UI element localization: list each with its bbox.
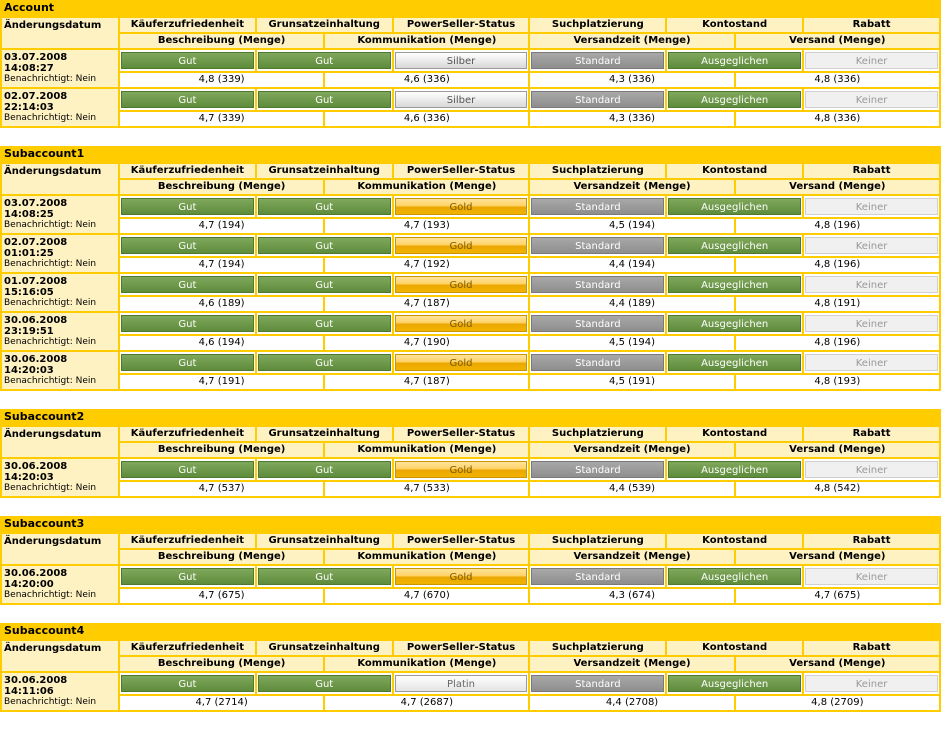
rating-value: 4,7 (193)	[325, 219, 528, 233]
badge-cell	[394, 459, 529, 480]
status-badge: Keiner	[805, 461, 938, 478]
change-date: 03.07.2008 14:08:25	[4, 198, 68, 220]
column-header: Versandzeit (Menge)	[530, 443, 733, 457]
status-badge: Gut	[121, 276, 254, 293]
column-header: Beschreibung (Menge)	[120, 34, 323, 48]
rating-value: 4,7 (194)	[120, 219, 323, 233]
badge-cell	[394, 313, 529, 334]
badge-cell	[530, 459, 665, 480]
status-badge: Keiner	[805, 52, 938, 69]
rating-value: 4,5 (194)	[530, 336, 733, 350]
badge-cell	[530, 313, 665, 334]
badge-cell	[804, 235, 939, 256]
badge-cell	[530, 196, 665, 217]
rating-value: 4,6 (189)	[120, 297, 323, 311]
account-section	[0, 0, 941, 128]
account-section	[0, 623, 941, 712]
rating-value: 4,7 (194)	[120, 258, 323, 272]
change-date: 30.06.2008 14:20:03	[4, 461, 68, 483]
aenderungsdatum-header: Änderungsdatum	[2, 641, 118, 671]
change-date: 02.07.2008 22:14:03	[4, 91, 68, 113]
column-header: Rabatt	[804, 641, 939, 655]
badge-cell	[120, 459, 255, 480]
date-cell	[2, 196, 118, 233]
section-title: Subaccount3	[0, 516, 941, 532]
column-header: Beschreibung (Menge)	[120, 443, 323, 457]
status-badge: Gold	[395, 461, 528, 478]
column-header: Versandzeit (Menge)	[530, 657, 733, 671]
status-badge: Gut	[258, 52, 391, 69]
notified-status: Benachrichtigt: Nein	[4, 590, 97, 600]
column-header: Kontostand	[667, 641, 802, 655]
badge-cell	[257, 566, 392, 587]
badge-cell	[394, 352, 529, 373]
status-badge: Keiner	[805, 91, 938, 108]
status-badge: Ausgeglichen	[668, 198, 801, 215]
section-title: Subaccount1	[0, 146, 941, 162]
rating-value: 4,7 (187)	[325, 375, 528, 389]
badge-cell	[120, 566, 255, 587]
column-header: Käuferzufriedenheit	[120, 641, 255, 655]
column-header: PowerSeller-Status	[394, 427, 529, 441]
badge-cell	[667, 673, 802, 694]
status-badge: Ausgeglichen	[668, 276, 801, 293]
column-header: Versand (Menge)	[736, 657, 939, 671]
column-header: Kommunikation (Menge)	[325, 443, 528, 457]
rating-value: 4,7 (191)	[120, 375, 323, 389]
rating-value: 4,7 (2714)	[120, 696, 323, 710]
badge-cell	[804, 459, 939, 480]
column-header: Rabatt	[804, 534, 939, 548]
column-header: Versand (Menge)	[736, 550, 939, 564]
column-header: Grunsatzeinhaltung	[257, 427, 392, 441]
column-header: Käuferzufriedenheit	[120, 18, 255, 32]
column-header: Kontostand	[667, 534, 802, 548]
badge-cell	[257, 89, 392, 110]
status-badge: Gut	[258, 568, 391, 585]
column-header: Suchplatzierung	[530, 534, 665, 548]
aenderungsdatum-header: Änderungsdatum	[2, 534, 118, 564]
rating-table	[0, 162, 941, 391]
change-date: 02.07.2008 01:01:25	[4, 237, 68, 259]
column-header: Suchplatzierung	[530, 427, 665, 441]
rating-value: 4,8 (336)	[736, 112, 939, 126]
notified-status: Benachrichtigt: Nein	[4, 298, 97, 308]
badge-cell	[667, 274, 802, 295]
rating-value: 4,7 (187)	[325, 297, 528, 311]
status-badge: Standard	[531, 461, 664, 478]
column-header: Beschreibung (Menge)	[120, 550, 323, 564]
section-title: Subaccount4	[0, 623, 941, 639]
notified-status: Benachrichtigt: Nein	[4, 113, 97, 123]
badge-cell	[257, 274, 392, 295]
status-badge: Gold	[395, 568, 528, 585]
badge-cell	[257, 352, 392, 373]
rating-value: 4,8 (336)	[736, 73, 939, 87]
badge-cell	[257, 235, 392, 256]
rating-value: 4,3 (674)	[530, 589, 733, 603]
rating-value: 4,3 (336)	[530, 112, 733, 126]
status-badge: Silber	[395, 52, 528, 69]
rating-table	[0, 532, 941, 605]
badge-cell	[530, 89, 665, 110]
badge-cell	[667, 566, 802, 587]
badge-cell	[667, 196, 802, 217]
notified-status: Benachrichtigt: Nein	[4, 376, 97, 386]
account-section	[0, 516, 941, 605]
column-header: PowerSeller-Status	[394, 534, 529, 548]
badge-cell	[804, 673, 939, 694]
status-badge: Standard	[531, 354, 664, 371]
status-badge: Keiner	[805, 568, 938, 585]
status-badge: Standard	[531, 276, 664, 293]
rating-value: 4,8 (196)	[736, 336, 939, 350]
badge-cell	[257, 459, 392, 480]
column-header: Rabatt	[804, 164, 939, 178]
rating-value: 4,7 (675)	[120, 589, 323, 603]
rating-table	[0, 639, 941, 712]
badge-cell	[120, 313, 255, 334]
badge-cell	[667, 313, 802, 334]
badge-cell	[667, 235, 802, 256]
rating-value: 4,7 (675)	[736, 589, 939, 603]
status-badge: Gut	[258, 675, 391, 692]
badge-cell	[667, 459, 802, 480]
badge-cell	[804, 274, 939, 295]
badge-cell	[530, 352, 665, 373]
badge-cell	[257, 196, 392, 217]
column-header: Beschreibung (Menge)	[120, 657, 323, 671]
status-badge: Gold	[395, 237, 528, 254]
column-header: Suchplatzierung	[530, 18, 665, 32]
badge-cell	[394, 196, 529, 217]
change-date: 30.06.2008 23:19:51	[4, 315, 68, 337]
change-date: 30.06.2008 14:11:06	[4, 675, 68, 697]
date-cell	[2, 673, 118, 710]
notified-status: Benachrichtigt: Nein	[4, 259, 97, 269]
date-cell	[2, 89, 118, 126]
status-badge: Gut	[258, 276, 391, 293]
column-header: PowerSeller-Status	[394, 18, 529, 32]
rating-value: 4,8 (542)	[736, 482, 939, 496]
column-header: Versandzeit (Menge)	[530, 550, 733, 564]
change-date: 01.07.2008 15:16:05	[4, 276, 68, 298]
column-header: Rabatt	[804, 427, 939, 441]
status-badge: Gut	[121, 568, 254, 585]
badge-cell	[530, 50, 665, 71]
column-header: Kontostand	[667, 18, 802, 32]
status-badge: Gut	[258, 237, 391, 254]
status-badge: Ausgeglichen	[668, 568, 801, 585]
column-header: Grunsatzeinhaltung	[257, 534, 392, 548]
badge-cell	[804, 566, 939, 587]
column-header: Kommunikation (Menge)	[325, 657, 528, 671]
status-badge: Standard	[531, 198, 664, 215]
rating-value: 4,8 (339)	[120, 73, 323, 87]
column-header: Grunsatzeinhaltung	[257, 641, 392, 655]
change-date: 30.06.2008 14:20:03	[4, 354, 68, 376]
column-header: Kontostand	[667, 427, 802, 441]
badge-cell	[120, 89, 255, 110]
status-badge: Standard	[531, 675, 664, 692]
badge-cell	[804, 352, 939, 373]
rating-value: 4,5 (191)	[530, 375, 733, 389]
badge-cell	[804, 313, 939, 334]
badge-cell	[120, 50, 255, 71]
badge-cell	[257, 673, 392, 694]
rating-value: 4,3 (336)	[530, 73, 733, 87]
column-header: Rabatt	[804, 18, 939, 32]
rating-table	[0, 425, 941, 498]
status-badge: Gut	[121, 91, 254, 108]
status-badge: Gold	[395, 276, 528, 293]
status-badge: Gold	[395, 315, 528, 332]
column-header: Kommunikation (Menge)	[325, 550, 528, 564]
status-badge: Gut	[121, 198, 254, 215]
date-cell	[2, 274, 118, 311]
date-cell	[2, 352, 118, 389]
column-header: Beschreibung (Menge)	[120, 180, 323, 194]
status-badge: Gold	[395, 354, 528, 371]
column-header: Grunsatzeinhaltung	[257, 164, 392, 178]
status-badge: Gut	[258, 315, 391, 332]
section-title: Subaccount2	[0, 409, 941, 425]
status-badge: Gold	[395, 198, 528, 215]
status-badge: Keiner	[805, 675, 938, 692]
rating-value: 4,7 (670)	[325, 589, 528, 603]
date-cell	[2, 566, 118, 603]
column-header: Versandzeit (Menge)	[530, 34, 733, 48]
status-badge: Gut	[121, 354, 254, 371]
column-header: Versand (Menge)	[736, 180, 939, 194]
column-header: PowerSeller-Status	[394, 641, 529, 655]
badge-cell	[394, 274, 529, 295]
column-header: Versand (Menge)	[736, 443, 939, 457]
date-cell	[2, 235, 118, 272]
status-badge: Ausgeglichen	[668, 91, 801, 108]
rating-value: 4,8 (196)	[736, 258, 939, 272]
status-badge: Ausgeglichen	[668, 461, 801, 478]
status-badge: Gut	[121, 675, 254, 692]
status-badge: Keiner	[805, 198, 938, 215]
rating-value: 4,7 (533)	[325, 482, 528, 496]
rating-value: 4,6 (336)	[325, 112, 528, 126]
badge-cell	[530, 274, 665, 295]
column-header: Suchplatzierung	[530, 641, 665, 655]
badge-cell	[530, 235, 665, 256]
badge-cell	[530, 566, 665, 587]
column-header: Kommunikation (Menge)	[325, 180, 528, 194]
status-badge: Gut	[258, 354, 391, 371]
section-title: Account	[0, 0, 941, 16]
badge-cell	[394, 50, 529, 71]
badge-cell	[257, 313, 392, 334]
badge-cell	[120, 673, 255, 694]
rating-value: 4,7 (2687)	[325, 696, 528, 710]
rating-table	[0, 16, 941, 128]
status-badge: Gut	[258, 91, 391, 108]
status-badge: Gut	[121, 52, 254, 69]
status-badge: Standard	[531, 52, 664, 69]
rating-value: 4,6 (194)	[120, 336, 323, 350]
rating-value: 4,7 (537)	[120, 482, 323, 496]
badge-cell	[804, 196, 939, 217]
status-badge: Standard	[531, 315, 664, 332]
aenderungsdatum-header: Änderungsdatum	[2, 427, 118, 457]
notified-status: Benachrichtigt: Nein	[4, 220, 97, 230]
status-badge: Ausgeglichen	[668, 354, 801, 371]
status-badge: Ausgeglichen	[668, 52, 801, 69]
date-cell	[2, 459, 118, 496]
status-badge: Gut	[258, 461, 391, 478]
rating-value: 4,5 (194)	[530, 219, 733, 233]
rating-value: 4,4 (2708)	[530, 696, 733, 710]
column-header: PowerSeller-Status	[394, 164, 529, 178]
notified-status: Benachrichtigt: Nein	[4, 74, 97, 84]
status-badge: Ausgeglichen	[668, 675, 801, 692]
status-badge: Standard	[531, 91, 664, 108]
rating-value: 4,8 (193)	[736, 375, 939, 389]
status-badge: Gut	[121, 237, 254, 254]
badge-cell	[667, 352, 802, 373]
date-cell	[2, 313, 118, 350]
badge-cell	[667, 89, 802, 110]
rating-value: 4,4 (194)	[530, 258, 733, 272]
rating-value: 4,4 (539)	[530, 482, 733, 496]
column-header: Versand (Menge)	[736, 34, 939, 48]
rating-value: 4,4 (189)	[530, 297, 733, 311]
badge-cell	[120, 196, 255, 217]
status-badge: Keiner	[805, 354, 938, 371]
rating-value: 4,8 (191)	[736, 297, 939, 311]
badge-cell	[120, 274, 255, 295]
status-badge: Gut	[121, 461, 254, 478]
badge-cell	[530, 673, 665, 694]
status-badge: Standard	[531, 568, 664, 585]
status-badge: Ausgeglichen	[668, 315, 801, 332]
status-badge: Ausgeglichen	[668, 237, 801, 254]
column-header: Käuferzufriedenheit	[120, 164, 255, 178]
badge-cell	[394, 673, 529, 694]
rating-value: 4,6 (336)	[325, 73, 528, 87]
status-badge: Platin	[395, 675, 528, 692]
aenderungsdatum-header: Änderungsdatum	[2, 18, 118, 48]
column-header: Käuferzufriedenheit	[120, 534, 255, 548]
account-section	[0, 409, 941, 498]
status-badge: Keiner	[805, 315, 938, 332]
badge-cell	[394, 235, 529, 256]
badge-cell	[804, 50, 939, 71]
column-header: Versandzeit (Menge)	[530, 180, 733, 194]
column-header: Grunsatzeinhaltung	[257, 18, 392, 32]
date-cell	[2, 50, 118, 87]
status-badge: Gut	[258, 198, 391, 215]
notified-status: Benachrichtigt: Nein	[4, 483, 97, 493]
change-date: 03.07.2008 14:08:27	[4, 52, 68, 74]
status-badge: Gut	[121, 315, 254, 332]
badge-cell	[257, 50, 392, 71]
rating-value: 4,8 (2709)	[736, 696, 939, 710]
status-badge: Keiner	[805, 276, 938, 293]
badge-cell	[120, 235, 255, 256]
badge-cell	[804, 89, 939, 110]
rating-value: 4,8 (196)	[736, 219, 939, 233]
badge-cell	[394, 89, 529, 110]
column-header: Kommunikation (Menge)	[325, 34, 528, 48]
status-badge: Keiner	[805, 237, 938, 254]
column-header: Suchplatzierung	[530, 164, 665, 178]
change-date: 30.06.2008 14:20:00	[4, 568, 68, 590]
rating-value: 4,7 (339)	[120, 112, 323, 126]
rating-value: 4,7 (190)	[325, 336, 528, 350]
account-section	[0, 146, 941, 391]
badge-cell	[667, 50, 802, 71]
status-badge: Standard	[531, 237, 664, 254]
status-badge: Silber	[395, 91, 528, 108]
column-header: Käuferzufriedenheit	[120, 427, 255, 441]
notified-status: Benachrichtigt: Nein	[4, 337, 97, 347]
column-header: Kontostand	[667, 164, 802, 178]
badge-cell	[394, 566, 529, 587]
badge-cell	[120, 352, 255, 373]
rating-value: 4,7 (192)	[325, 258, 528, 272]
aenderungsdatum-header: Änderungsdatum	[2, 164, 118, 194]
notified-status: Benachrichtigt: Nein	[4, 697, 97, 707]
